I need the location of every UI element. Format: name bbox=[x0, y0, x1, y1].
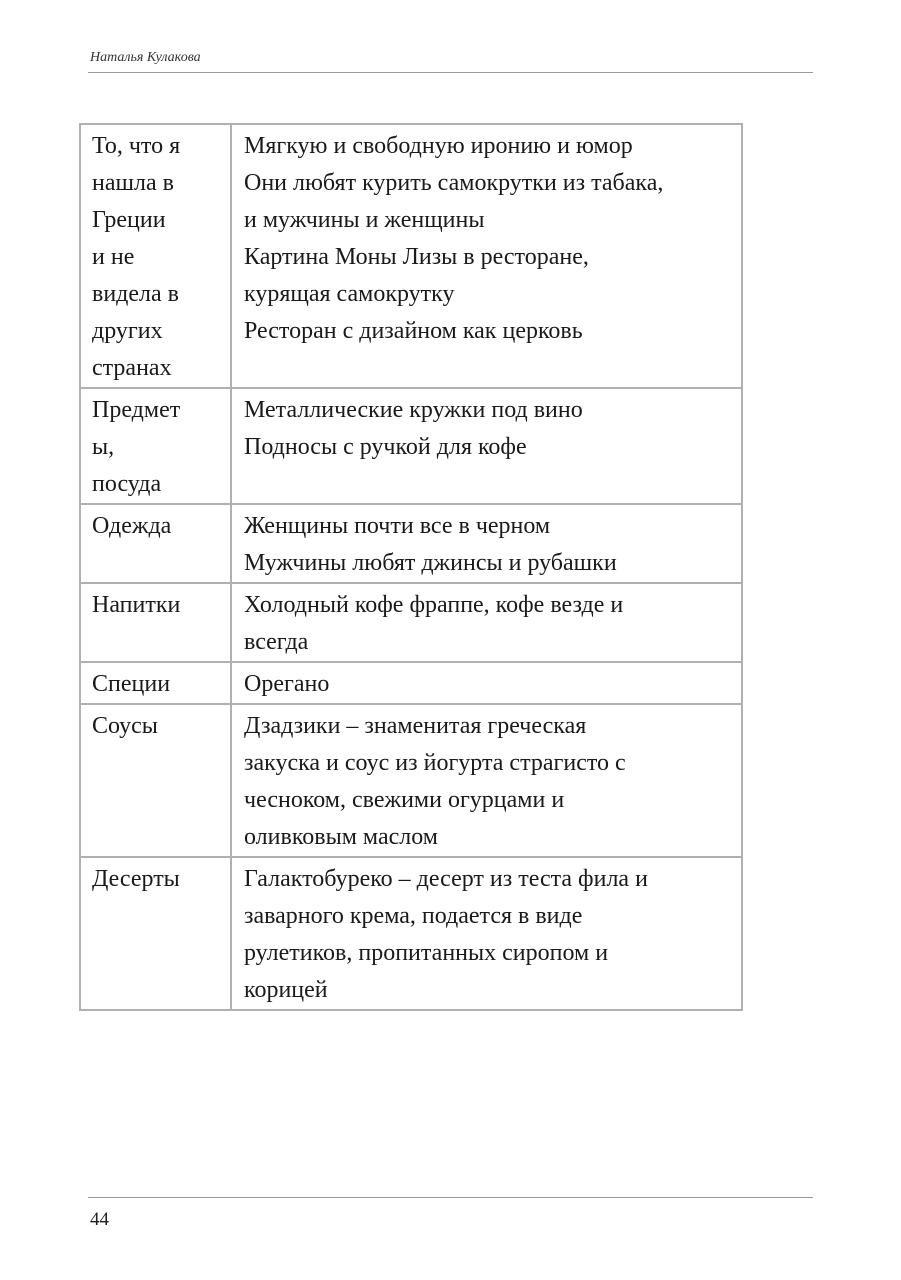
value-line: Ресторан с дизайном как церковь bbox=[244, 318, 583, 344]
category-line: видела в bbox=[92, 281, 179, 307]
category-line: и не bbox=[92, 244, 135, 270]
row-value bbox=[231, 704, 742, 857]
row-category bbox=[80, 583, 231, 662]
category-line: посуда bbox=[92, 471, 162, 497]
value-line: курящая самокрутку bbox=[244, 281, 455, 307]
table-row bbox=[80, 124, 742, 388]
page-number: 44 bbox=[90, 1209, 109, 1230]
value-line: Металлические кружки под вино bbox=[244, 397, 583, 423]
table-row bbox=[80, 583, 742, 662]
table-row bbox=[80, 857, 742, 1010]
value-line: закуска и соус из йогурта страгисто с bbox=[244, 750, 626, 776]
row-value bbox=[231, 662, 742, 704]
table-row bbox=[80, 662, 742, 704]
value-line: Дзадзики – знаменитая греческая bbox=[244, 713, 587, 739]
value-line: Они любят курить самокрутки из табака, bbox=[244, 170, 664, 196]
value-line: Подносы с ручкой для кофе bbox=[244, 434, 527, 460]
category-line: нашла в bbox=[92, 170, 174, 196]
row-category bbox=[80, 704, 231, 857]
category-line: Греции bbox=[92, 207, 166, 233]
category-line: ы, bbox=[92, 434, 115, 460]
category-line: Соусы bbox=[92, 713, 158, 739]
value-line: Холодный кофе фраппе, кофе везде и bbox=[244, 592, 624, 618]
row-category bbox=[80, 388, 231, 504]
category-line: Предмет bbox=[92, 397, 181, 423]
row-value bbox=[231, 583, 742, 662]
greece-observations-table bbox=[79, 123, 743, 1011]
value-line: Мужчины любят джинсы и рубашки bbox=[244, 550, 617, 576]
row-category bbox=[80, 662, 231, 704]
value-line: Женщины почти все в черном bbox=[244, 513, 551, 539]
header-rule bbox=[88, 72, 813, 73]
table-row bbox=[80, 504, 742, 583]
value-line: корицей bbox=[244, 977, 328, 1003]
value-line: рулетиков, пропитанных сиропом и bbox=[244, 940, 609, 966]
table-row bbox=[80, 704, 742, 857]
value-line: Орегано bbox=[244, 671, 330, 697]
value-line: и мужчины и женщины bbox=[244, 207, 485, 233]
value-line: оливковым маслом bbox=[244, 824, 438, 850]
value-line: всегда bbox=[244, 629, 309, 655]
row-category bbox=[80, 124, 231, 388]
footer-rule bbox=[88, 1197, 813, 1198]
category-line: странах bbox=[92, 355, 172, 381]
running-head-author: Наталья Кулакова bbox=[90, 50, 201, 65]
value-line: Картина Моны Лизы в ресторане, bbox=[244, 244, 589, 270]
value-line: Мягкую и свободную иронию и юмор bbox=[244, 133, 633, 159]
value-line: чесноком, свежими огурцами и bbox=[244, 787, 565, 813]
row-category bbox=[80, 857, 231, 1010]
table-row bbox=[80, 388, 742, 504]
row-value bbox=[231, 857, 742, 1010]
row-category bbox=[80, 504, 231, 583]
row-value bbox=[231, 388, 742, 504]
category-line: Десерты bbox=[92, 866, 180, 892]
category-line: других bbox=[92, 318, 163, 344]
category-line: Напитки bbox=[92, 592, 181, 618]
category-line: То, что я bbox=[92, 133, 181, 159]
category-line: Одежда bbox=[92, 513, 172, 539]
row-value bbox=[231, 124, 742, 388]
value-line: заварного крема, подается в виде bbox=[244, 903, 583, 929]
row-value bbox=[231, 504, 742, 583]
value-line: Галактобуреко – десерт из теста фила и bbox=[244, 866, 648, 892]
category-line: Специи bbox=[92, 671, 171, 697]
